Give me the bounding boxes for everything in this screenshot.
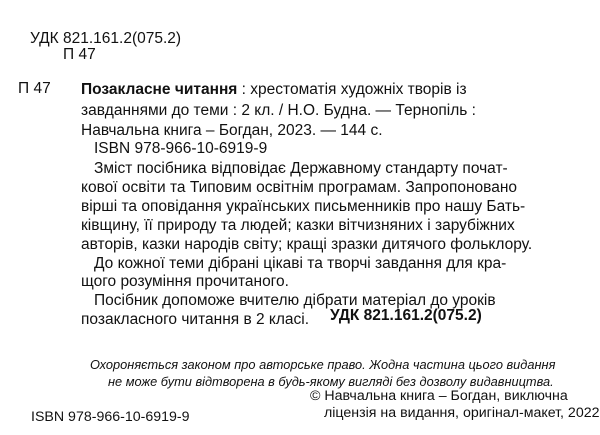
annotation-line: До кожної теми дібрані цікаві та творчі завдання для кра- [94,254,507,272]
entry-line-2: завданнями до теми : 2 кл. / Н.О. Будна. — Тернопіль : [81,101,476,119]
copyright-note [90,357,570,390]
entry-line-3: Навчальна книга – Богдан, 2023. — 144 с. [81,122,383,139]
header-udk: УДК 821.161.2(075.2) [30,30,182,47]
publisher-block [310,388,600,421]
copyright-note-line-1: Охороняється законом про авторське право. Жодна частина цього видання [90,357,556,372]
annotation-line: позакласного читання в 2 класі. [81,311,310,329]
publisher-line-1: © Навчальна книга – Богдан, виключна [310,388,568,404]
udk-bottom: УДК 821.161.2(075.2) [330,307,482,324]
annotation-line: кової освіти та Типовим освітнім програмам. Запропоновано [81,178,518,196]
annotation-line: авторів, казки народів світу; кращі зразки дитячого фольклору. [81,235,533,253]
header-author-code: П 47 [63,46,96,63]
annotation-line: Зміст посібника відповідає Державному стандарту почат- [94,160,508,177]
bibliographic-entry [81,80,581,142]
entry-author-code: П 47 [18,80,51,97]
annotation-line: Посібник допоможе вчителю дібрати матеріал до уроків [94,292,496,310]
annotation-line: ківщину, її природу та людей; казки вітчизняних і зарубіжних [81,216,515,234]
annotation [81,160,581,330]
publisher-line-2: ліцензія на видання, оригінал-макет, 2022 [324,404,600,421]
entry-isbn: ISBN 978-966-10-6919-9 [94,140,268,157]
book-title: Позакласне читання [81,81,238,98]
annotation-line: вірші та оповідання українських письменників про нашу Бать- [81,197,526,215]
copyright-note-line-2: не може бути відтворена в будь-якому вигляді без дозволу видавництва. [108,373,554,389]
entry-subtitle: : хрестоматія художніх творів із [237,81,467,98]
entry-line-1 [81,80,581,101]
annotation-line: щого розуміння прочитаного. [81,273,289,291]
footer-isbn: ISBN 978-966-10-6919-9 [31,409,190,425]
